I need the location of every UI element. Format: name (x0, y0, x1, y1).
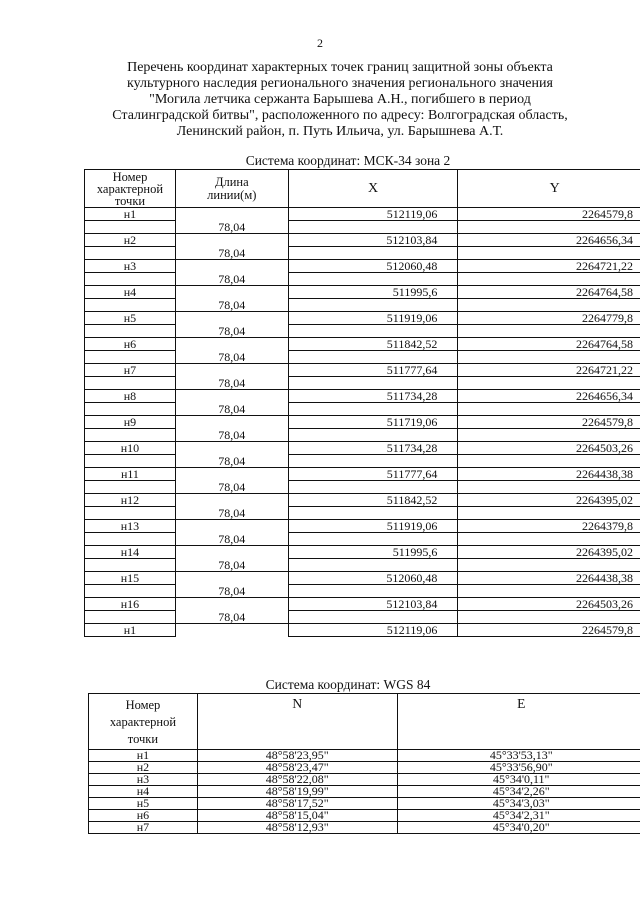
table-row-segment (85, 221, 640, 234)
e-cell: 45°34'2,31" (397, 810, 640, 822)
table-row (89, 762, 640, 774)
table-header-row (89, 694, 640, 750)
length-cell-top (175, 286, 288, 299)
length-cell-top (175, 494, 288, 507)
table-row (89, 750, 640, 762)
wgs84-coordinates-table (88, 693, 640, 834)
header-point-number (85, 170, 176, 208)
table-row-segment (85, 611, 640, 624)
table-row (85, 598, 640, 611)
point-cell: н8 (85, 390, 176, 403)
x-cell: 512119,06 (288, 624, 458, 637)
point-cell-blank (85, 273, 176, 286)
x-cell-blank (288, 325, 458, 338)
table-row (85, 468, 640, 481)
x-cell-blank (288, 403, 458, 416)
header-y: Y (458, 170, 640, 208)
point-cell: н5 (85, 312, 176, 325)
length-cell-top (175, 624, 288, 637)
y-cell-blank (458, 377, 640, 390)
point-cell: н10 (85, 442, 176, 455)
y-cell: 2264395,02 (458, 494, 640, 507)
x-cell: 511734,28 (288, 390, 458, 403)
e-cell: 45°33'56,90" (397, 762, 640, 774)
length-cell: 78,04 (175, 429, 288, 442)
header-line: Номер (112, 169, 148, 184)
y-cell-blank (458, 507, 640, 520)
n-cell: 48°58'12,93" (197, 822, 397, 834)
point-cell-blank (85, 611, 176, 624)
length-cell-top (175, 234, 288, 247)
table-row (89, 810, 640, 822)
x-cell-blank (288, 429, 458, 442)
point-cell: н1 (85, 208, 176, 221)
e-cell: 45°34'3,03" (397, 798, 640, 810)
point-cell-blank (85, 247, 176, 260)
length-cell: 78,04 (175, 481, 288, 494)
table-row-segment (85, 273, 640, 286)
x-cell: 511734,28 (288, 442, 458, 455)
point-cell-blank (85, 481, 176, 494)
table-row (85, 442, 640, 455)
table-row (85, 208, 640, 221)
header-line: Номер (125, 697, 161, 712)
header-e: E (397, 694, 640, 750)
y-cell-blank (458, 611, 640, 624)
table-row-segment (85, 351, 640, 364)
point-cell: н3 (89, 774, 198, 786)
y-cell: 2264503,26 (458, 442, 640, 455)
title-line: Сталинградской битвы", расположенного по адресу: Волгоградская область, (112, 108, 568, 123)
point-cell-blank (85, 507, 176, 520)
table-row (85, 338, 640, 351)
length-cell: 78,04 (175, 403, 288, 416)
y-cell-blank (458, 429, 640, 442)
point-cell: н6 (85, 338, 176, 351)
length-cell-top (175, 312, 288, 325)
table-row (89, 822, 640, 834)
table-row-segment (85, 507, 640, 520)
y-cell: 2264438,38 (458, 468, 640, 481)
x-cell: 511995,6 (288, 286, 458, 299)
table-row (85, 546, 640, 559)
y-cell: 2264579,8 (458, 416, 640, 429)
point-cell-blank (85, 455, 176, 468)
length-cell-top (175, 546, 288, 559)
x-cell-blank (288, 585, 458, 598)
document-title (80, 60, 600, 140)
header-line: характерной (96, 181, 164, 196)
y-cell-blank (458, 533, 640, 546)
length-cell: 78,04 (175, 559, 288, 572)
length-cell: 78,04 (175, 299, 288, 312)
table-row (89, 798, 640, 810)
point-cell: н2 (89, 762, 198, 774)
y-cell: 2264656,34 (458, 234, 640, 247)
n-cell: 48°58'17,52" (197, 798, 397, 810)
length-cell: 78,04 (175, 221, 288, 234)
x-cell: 511995,6 (288, 546, 458, 559)
point-cell-blank (85, 533, 176, 546)
point-cell-blank (85, 221, 176, 234)
length-cell: 78,04 (175, 533, 288, 546)
point-cell: н12 (85, 494, 176, 507)
y-cell: 2264438,38 (458, 572, 640, 585)
msk34-coordinates-table (84, 169, 640, 637)
length-cell: 78,04 (175, 585, 288, 598)
header-n: N (197, 694, 397, 750)
length-cell: 78,04 (175, 247, 288, 260)
point-cell-blank (85, 429, 176, 442)
length-cell-top (175, 572, 288, 585)
point-cell-blank (85, 351, 176, 364)
table-row (85, 312, 640, 325)
table-row-segment (85, 429, 640, 442)
x-cell-blank (288, 377, 458, 390)
y-cell-blank (458, 273, 640, 286)
length-cell-top (175, 338, 288, 351)
length-cell-top (175, 442, 288, 455)
x-cell: 511919,06 (288, 312, 458, 325)
length-cell-top (175, 520, 288, 533)
table-row-segment (85, 455, 640, 468)
point-cell: н1 (85, 624, 176, 637)
x-cell-blank (288, 455, 458, 468)
y-cell: 2264721,22 (458, 364, 640, 377)
point-cell: н11 (85, 468, 176, 481)
point-cell-blank (85, 325, 176, 338)
table-row-segment (85, 559, 640, 572)
point-cell-blank (85, 403, 176, 416)
title-line: культурного наследия регионального значения регионального значения (127, 76, 553, 91)
point-cell: н6 (89, 810, 198, 822)
length-cell: 78,04 (175, 507, 288, 520)
table-row (85, 416, 640, 429)
point-cell: н3 (85, 260, 176, 273)
x-cell: 511719,06 (288, 416, 458, 429)
x-cell-blank (288, 273, 458, 286)
x-cell: 511777,64 (288, 468, 458, 481)
x-cell-blank (288, 299, 458, 312)
x-cell-blank (288, 221, 458, 234)
table-row (85, 260, 640, 273)
e-cell: 45°34'0,20" (397, 822, 640, 834)
x-cell: 512119,06 (288, 208, 458, 221)
y-cell: 2264395,02 (458, 546, 640, 559)
x-cell-blank (288, 611, 458, 624)
y-cell-blank (458, 325, 640, 338)
table-row (89, 786, 640, 798)
point-cell-blank (85, 585, 176, 598)
header-line: точки (114, 193, 146, 208)
title-line: "Могила летчика сержанта Барышева А.Н., погибшего в период (149, 92, 531, 107)
length-cell: 78,04 (175, 325, 288, 338)
e-cell: 45°34'2,26" (397, 786, 640, 798)
point-cell: н2 (85, 234, 176, 247)
table-row-segment (85, 533, 640, 546)
table-row (85, 286, 640, 299)
point-cell-blank (85, 299, 176, 312)
table-row (85, 364, 640, 377)
table-row-segment (85, 585, 640, 598)
header-x: X (288, 170, 458, 208)
x-cell-blank (288, 533, 458, 546)
x-cell-blank (288, 351, 458, 364)
y-cell-blank (458, 221, 640, 234)
y-cell: 2264764,58 (458, 338, 640, 351)
x-cell: 512103,84 (288, 598, 458, 611)
header-line: Длина (214, 174, 249, 189)
y-cell: 2264503,26 (458, 598, 640, 611)
title-line: Ленинский район, п. Путь Ильича, ул. Барышнева А.Т. (176, 124, 504, 139)
length-cell: 78,04 (175, 273, 288, 286)
length-cell: 78,04 (175, 351, 288, 364)
length-cell-top (175, 416, 288, 429)
y-cell: 2264656,34 (458, 390, 640, 403)
y-cell-blank (458, 585, 640, 598)
y-cell-blank (458, 351, 640, 364)
y-cell-blank (458, 481, 640, 494)
y-cell-blank (458, 559, 640, 572)
y-cell: 2264764,58 (458, 286, 640, 299)
header-line: линии(м) (207, 187, 257, 202)
point-cell-blank (85, 559, 176, 572)
n-cell: 48°58'23,95" (197, 750, 397, 762)
table-row (85, 624, 640, 637)
length-cell: 78,04 (175, 455, 288, 468)
table-row (85, 390, 640, 403)
y-cell: 2264779,8 (458, 312, 640, 325)
table-row (89, 774, 640, 786)
table-row-segment (85, 403, 640, 416)
point-cell: н9 (85, 416, 176, 429)
y-cell: 2264379,8 (458, 520, 640, 533)
y-cell-blank (458, 299, 640, 312)
length-cell-top (175, 364, 288, 377)
table-header-row (85, 170, 640, 208)
y-cell: 2264721,22 (458, 260, 640, 273)
page-number: 2 (317, 36, 323, 50)
table-row-segment (85, 325, 640, 338)
point-cell: н4 (89, 786, 198, 798)
x-cell-blank (288, 481, 458, 494)
header-line: точки (127, 731, 159, 746)
x-cell: 512103,84 (288, 234, 458, 247)
length-cell: 78,04 (175, 611, 288, 624)
y-cell-blank (458, 455, 640, 468)
header-point-number (89, 694, 198, 750)
x-cell: 511919,06 (288, 520, 458, 533)
table-row-segment (85, 481, 640, 494)
length-cell-top (175, 260, 288, 273)
n-cell: 48°58'23,47" (197, 762, 397, 774)
point-cell: н13 (85, 520, 176, 533)
n-cell: 48°58'22,08" (197, 774, 397, 786)
x-cell-blank (288, 559, 458, 572)
n-cell: 48°58'15,04" (197, 810, 397, 822)
x-cell: 511777,64 (288, 364, 458, 377)
x-cell: 511842,52 (288, 494, 458, 507)
point-cell: н4 (85, 286, 176, 299)
table-row (85, 234, 640, 247)
n-cell: 48°58'19,99" (197, 786, 397, 798)
table-row-segment (85, 377, 640, 390)
point-cell: н5 (89, 798, 198, 810)
point-cell: н7 (85, 364, 176, 377)
table-row (85, 572, 640, 585)
y-cell-blank (458, 403, 640, 416)
x-cell: 512060,48 (288, 260, 458, 273)
length-cell-top (175, 390, 288, 403)
e-cell: 45°34'0,11" (397, 774, 640, 786)
header-line-length (175, 170, 288, 208)
x-cell: 512060,48 (288, 572, 458, 585)
y-cell: 2264579,8 (458, 208, 640, 221)
table-row-segment (85, 299, 640, 312)
table-row (85, 494, 640, 507)
table2-caption: Система координат: WGS 84 (265, 677, 431, 692)
table1-caption: Система координат: МСК-34 зона 2 (245, 153, 451, 168)
y-cell-blank (458, 247, 640, 260)
point-cell-blank (85, 377, 176, 390)
point-cell: н16 (85, 598, 176, 611)
point-cell: н14 (85, 546, 176, 559)
length-cell-top (175, 468, 288, 481)
x-cell: 511842,52 (288, 338, 458, 351)
y-cell: 2264579,8 (458, 624, 640, 637)
point-cell: н1 (89, 750, 198, 762)
point-cell: н15 (85, 572, 176, 585)
table-row-segment (85, 247, 640, 260)
length-cell-top (175, 598, 288, 611)
header-line: характерной (109, 714, 177, 729)
table-row (85, 520, 640, 533)
e-cell: 45°33'53,13" (397, 750, 640, 762)
title-line: Перечень координат характерных точек границ защитной зоны объекта (127, 60, 553, 75)
length-cell-top (175, 208, 288, 221)
x-cell-blank (288, 507, 458, 520)
length-cell: 78,04 (175, 377, 288, 390)
x-cell-blank (288, 247, 458, 260)
point-cell: н7 (89, 822, 198, 834)
